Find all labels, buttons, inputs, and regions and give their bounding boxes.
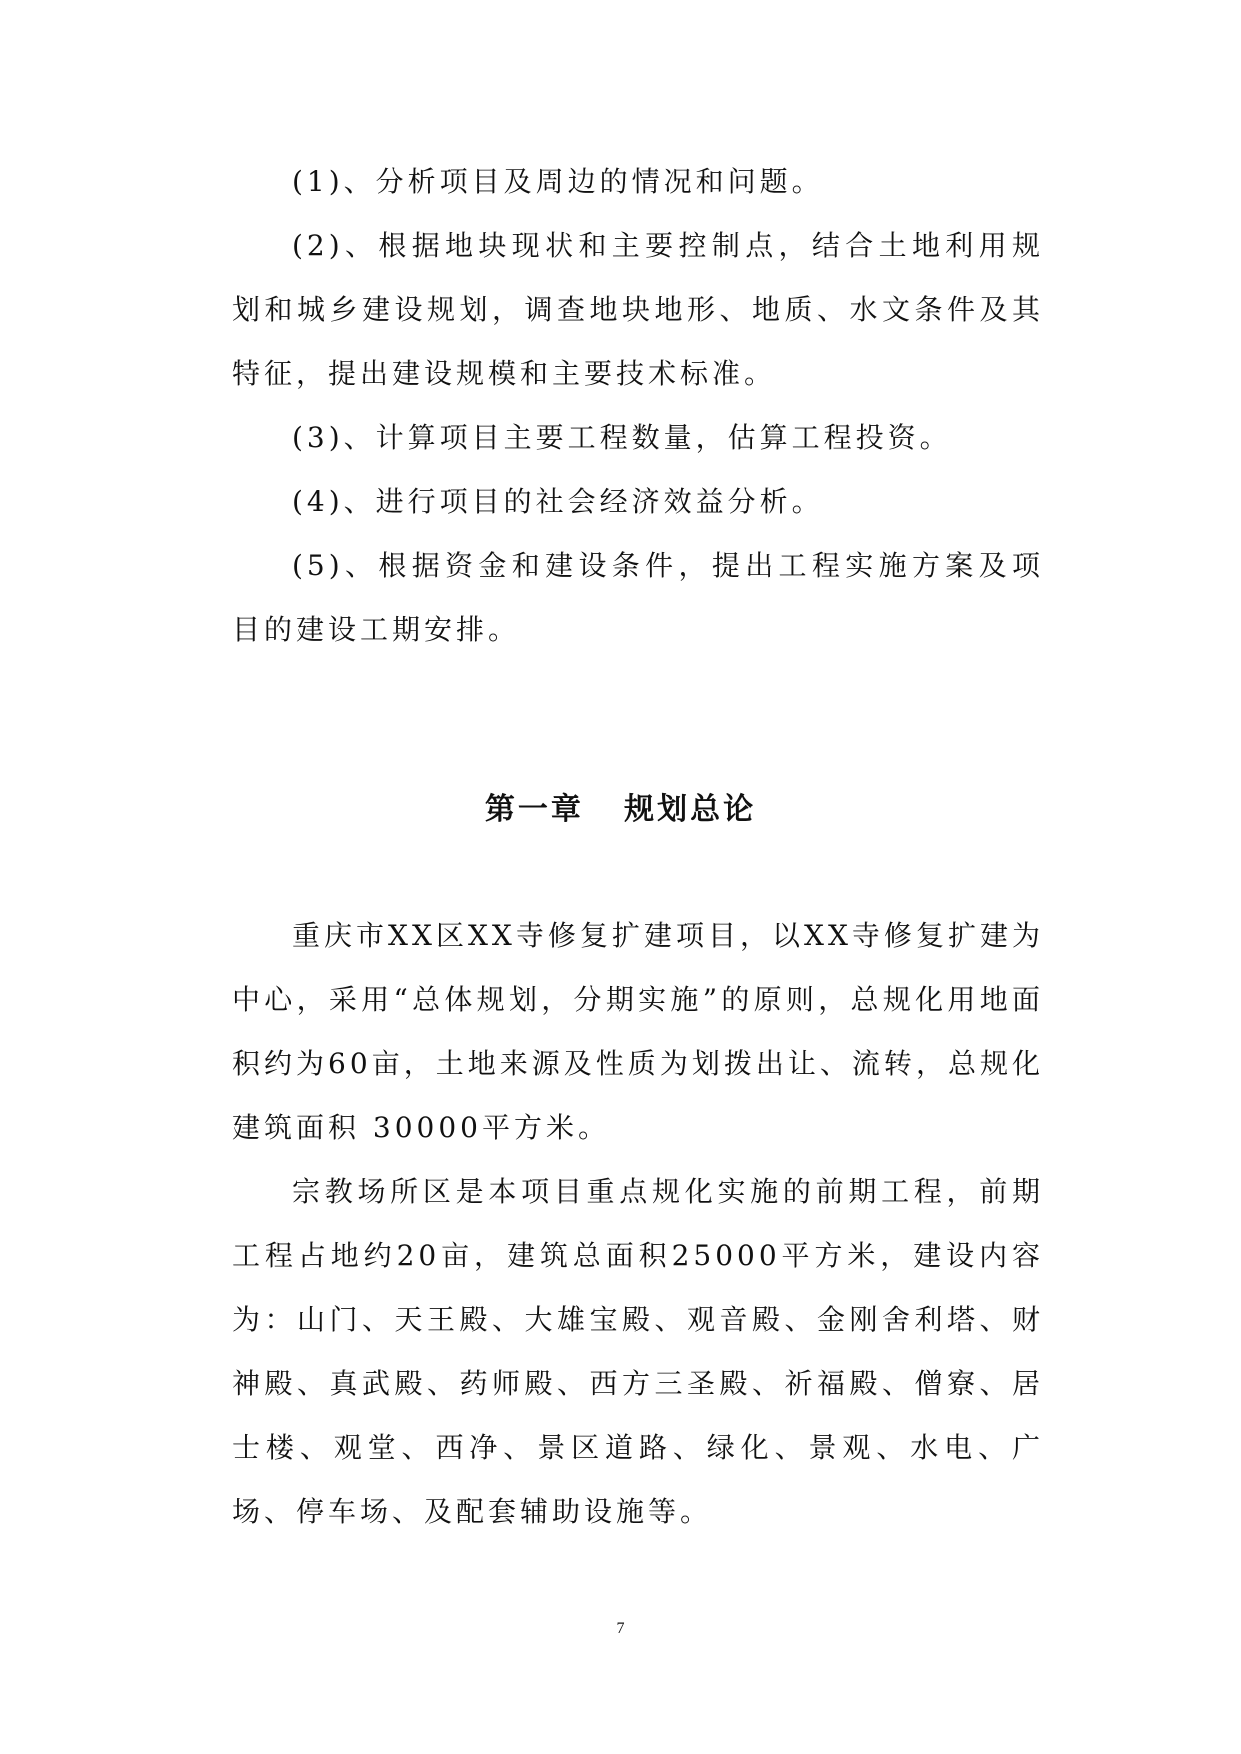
intro-item-3: (3)、计算项目主要工程数量，估算工程投资。 [292, 421, 952, 454]
body-paragraph-2: 宗教场所区是本项目重点规化实施的前期工程，前期工程占地约20亩，建筑总面积25000平方米，建设内容为：山门、天王殿、大雄宝殿、观音殿、金刚舍利塔、财神殿、真武殿、药师殿、西方三圣殿、祈福殿、僧寮、居士楼、观堂、西净、景区道路、绿化、景观、水电、广场、停车场、及配套辅助设施等。 [232, 1175, 1044, 1528]
intro-item-2: (2)、根据地块现状和主要控制点，结合土地利用规划和城乡建设规划，调查地块地形、地质、水文条件及其特征，提出建设规模和主要技术标准。 [232, 229, 1044, 390]
intro-item-5: (5)、根据资金和建设条件，提出工程实施方案及项目的建设工期安排。 [232, 549, 1044, 646]
page-number: 7 [616, 1620, 625, 1637]
body-paragraph-1: 重庆市XX区XX寺修复扩建项目，以XX寺修复扩建为中心，采用“总体规划，分期实施”的原则，总规化用地面积约为60亩，土地来源及性质为划拨出让、流转，总规化建筑面积 30000平方米。 [232, 919, 1044, 1144]
intro-item-4: (4)、进行项目的社会经济效益分析。 [292, 485, 824, 518]
intro-item-1: (1)、分析项目及周边的情况和问题。 [292, 165, 824, 198]
chapter-title: 第一章 规划总论 [484, 792, 757, 827]
